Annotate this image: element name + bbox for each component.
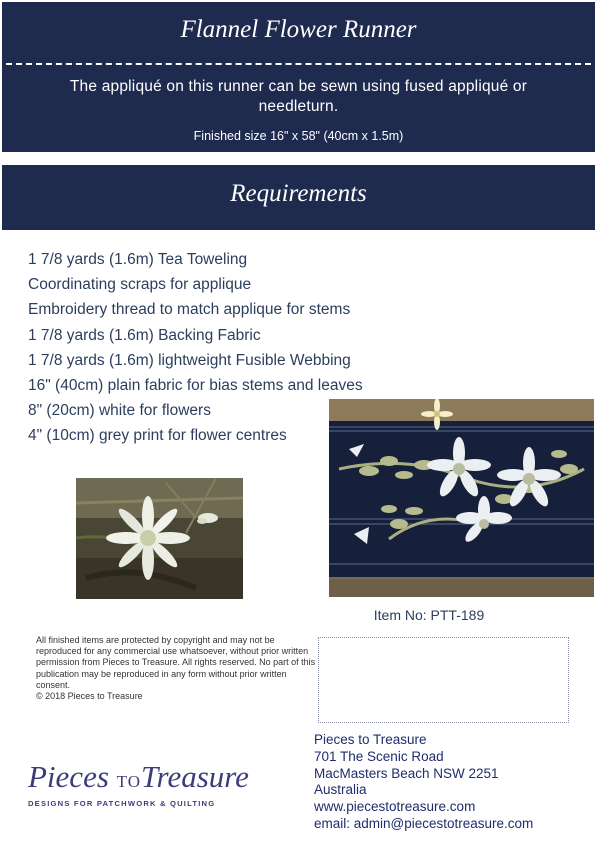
contact-name: Pieces to Treasure	[314, 732, 427, 747]
page-title: Flannel Flower Runner	[180, 16, 417, 43]
requirement-item: 4" (10cm) grey print for flower centres	[28, 427, 287, 445]
requirement-item: 8" (20cm) white for flowers	[28, 402, 211, 420]
brand-logo	[28, 760, 303, 815]
copyright-text: All finished items are protected by copyright and may not be reproduced for any commercial use whatsoever, without prior written permission from Pieces to Treasure. All rights reserved. No part of this publication may be reproduced in any form without prior written consent.	[36, 635, 316, 690]
requirement-item: 1 7/8 yards (1.6m) lightweight Fusible Webbing	[28, 351, 351, 369]
contact-city: MacMasters Beach NSW 2251	[314, 765, 499, 781]
logo-word-to: TO	[116, 772, 141, 791]
requirement-item: Embroidery thread to match applique for stems	[28, 301, 351, 319]
requirement-item: Coordinating scraps for applique	[28, 276, 252, 294]
email-link[interactable]: email: admin@piecestotreasure.com	[314, 815, 534, 831]
requirement-item: 16" (40cm) plain fabric for bias stems and leaves	[28, 376, 363, 394]
contact-country: Australia	[314, 782, 367, 798]
requirements-title: Requirements	[230, 180, 367, 207]
website-link[interactable]: www.piecestotreasure.com	[314, 799, 476, 815]
logo-word-treasure: Treasure	[141, 759, 249, 794]
flannel-flower-photo	[76, 478, 243, 599]
dashed-divider	[6, 63, 591, 65]
label-box	[318, 637, 569, 723]
finished-size: Finished size 16" x 58" (40cm x 1.5m)	[193, 129, 404, 143]
runner-photo	[329, 399, 594, 597]
requirements-list	[28, 251, 363, 453]
logo-word-pieces: Pieces	[28, 759, 109, 794]
copyright-notice	[36, 635, 318, 702]
requirement-item: 1 7/8 yards (1.6m) Tea Toweling	[28, 251, 248, 268]
header-banner	[2, 2, 595, 152]
item-number: Item No: PTT-189	[373, 607, 485, 623]
copyright-year: © 2018 Pieces to Treasure	[36, 691, 143, 702]
contact-street: 701 The Scenic Road	[314, 748, 444, 764]
intro-text: The appliqué on this runner can be sewn using fused appliqué or needleturn.	[69, 78, 528, 115]
requirements-banner	[2, 165, 595, 230]
logo-tagline: DESIGNS FOR PATCHWORK & QUILTING	[28, 799, 216, 808]
requirement-item: 1 7/8 yards (1.6m) Backing Fabric	[28, 326, 261, 344]
contact-info	[314, 732, 533, 833]
